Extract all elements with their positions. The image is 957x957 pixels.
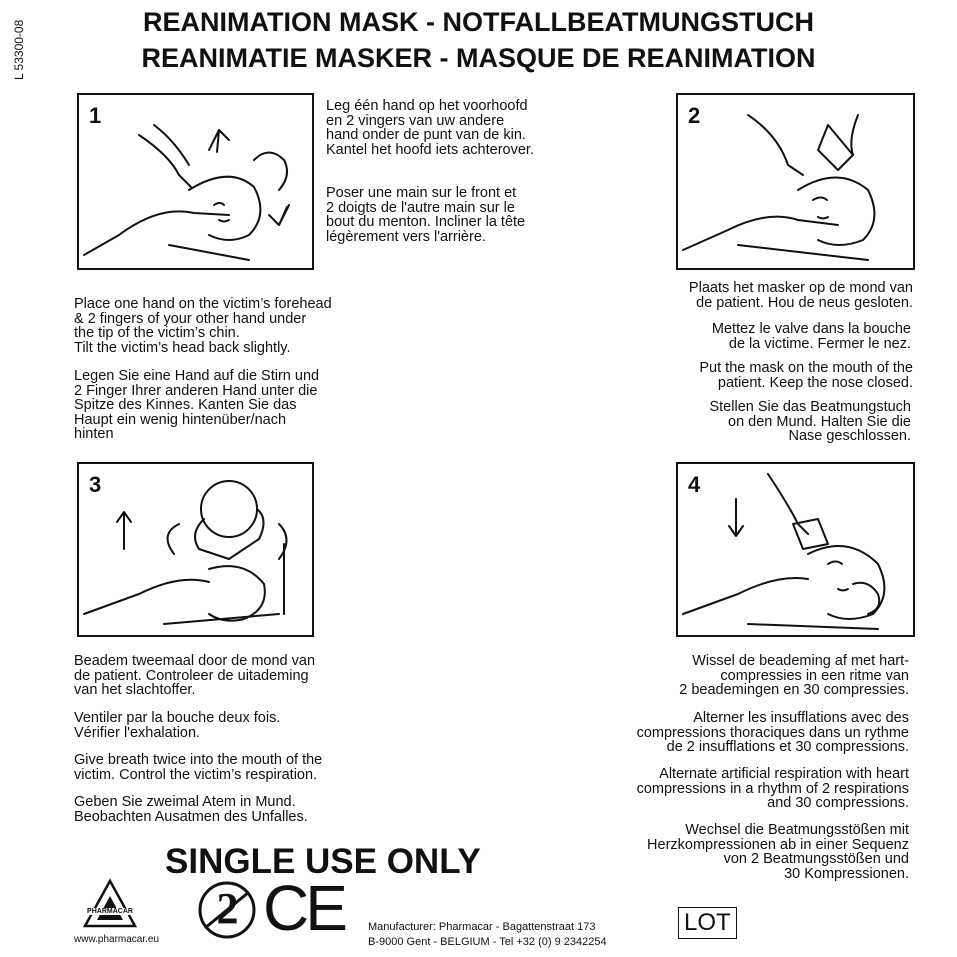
no-reuse-digit: 2	[216, 884, 239, 933]
step-1-text-nl: Leg één hand op het voorhoofd en 2 vingers van uw andere hand onder de punt van de kin. Kantel het hoofd iets achterover.	[326, 98, 534, 158]
step-2-text-en: Put the mask on the mouth of the patient. Keep the nose closed.	[699, 360, 913, 391]
step-1-text-en: Place one hand on the victim’s forehead & 2 fingers of your other hand under the tip of the victim’s chin. Tilt the victim’s head back slightly.	[74, 296, 332, 356]
mask-placement-icon	[678, 95, 913, 268]
step-4-number: 4	[688, 472, 701, 497]
step-1-number: 1	[89, 103, 102, 128]
step-1-text-de: Legen Sie eine Hand auf die Stirn und 2 Finger Ihrer anderen Hand unter die Spitze des Kinnes. Kanten Sie das Haupt ein wenig hintenüber/nach hinten	[74, 368, 320, 442]
step-3-illustration	[77, 462, 314, 637]
head-tilt-icon	[79, 95, 312, 268]
step-1-text-fr: Poser une main sur le front et 2 doigts de l'autre main sur le bout du menton. Incliner la tête légèrement vers l'arrière.	[326, 185, 526, 245]
step-3-text-en: Give breath twice into the mouth of the victim. Control the victim’s respiration.	[74, 752, 323, 783]
lot-label: LOT	[678, 907, 737, 939]
do-not-reuse-symbol	[195, 878, 260, 943]
manufacturer-text: Manufacturer: Pharmacar - Bagattenstraat 173 B-9000 Gent - BELGIUM - Tel +32 (0) 9 2342254	[368, 921, 607, 948]
step-4-illustration	[676, 462, 915, 637]
step-4-text-de: Wechsel die Beatmungsstößen mit Herzkompressionen ab in einer Sequenz von 2 Beatmungsstößen und 30 Kompressionen.	[647, 822, 909, 882]
product-code: L 53300-08	[12, 19, 26, 80]
step-2-text-fr: Mettez le valve dans la bouche de la victime. Fermer le nez.	[711, 321, 911, 352]
step-3-text-nl: Beadem tweemaal door de mond van de patient. Controleer de uitademing van het slachtoffer.	[74, 653, 316, 698]
step-2-text-nl: Plaats het masker op de mond van de patient. Hou de neus gesloten.	[688, 280, 913, 311]
step-4-text-nl: Wissel de beademing af met hart- compressies in een ritme van 2 beademingen en 30 compressies.	[679, 653, 909, 698]
ce-mark: CE	[263, 872, 344, 944]
step-1-illustration	[77, 93, 314, 270]
step-4-text-fr: Alterner les insufflations avec des compressions thoraciques dans un rythme de 2 insufflations et 30 compressions.	[636, 710, 909, 755]
title-line-2: REANIMATIE MASKER - MASQUE DE REANIMATION	[141, 43, 816, 73]
step-2-number: 2	[688, 103, 701, 128]
pharmacar-triangle-icon	[75, 878, 145, 930]
step-3-text-de: Geben Sie zweimal Atem in Mund. Beobachten Ausatmen des Unfalles.	[74, 794, 308, 825]
step-3-text-fr: Ventiler par la bouche deux fois. Vérifier l'exhalation.	[74, 710, 281, 741]
brand-name: PHARMACAR	[75, 908, 145, 915]
compression-cycle-icon	[678, 464, 913, 635]
step-4-text-en: Alternate artificial respiration with heart compressions in a rhythm of 2 respirations and 30 compressions.	[636, 766, 909, 811]
step-3-number: 3	[89, 472, 102, 497]
website-text: www.pharmacar.eu	[74, 934, 160, 945]
pharmacar-logo	[75, 878, 145, 930]
single-use-label: SINGLE USE ONLY	[165, 842, 481, 881]
step-2-text-de: Stellen Sie das Beatmungstuch on den Mund. Halten Sie die Nase geschlossen.	[709, 399, 911, 444]
step-2-illustration	[676, 93, 915, 270]
rescue-breath-icon	[79, 464, 312, 635]
title-line-1: REANIMATION MASK - NOTFALLBEATMUNGSTUCH	[143, 7, 814, 37]
